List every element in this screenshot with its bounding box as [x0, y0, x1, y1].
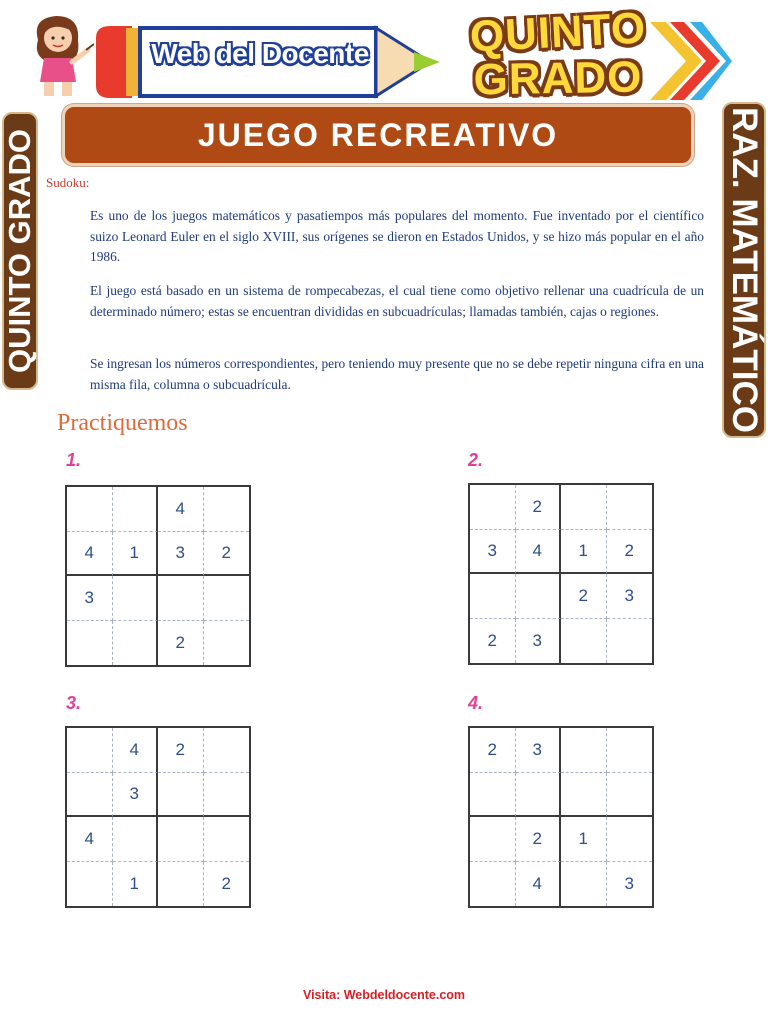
sudoku-cell[interactable] — [158, 773, 204, 818]
sudoku-grid-3 — [65, 726, 251, 908]
side-tab-grade-label: QUINTO GRADO — [2, 129, 37, 373]
sudoku-cell[interactable] — [607, 485, 653, 530]
sudoku-cell[interactable] — [561, 485, 607, 530]
sudoku-cell: 1 — [113, 532, 159, 577]
sudoku-cell[interactable] — [67, 621, 113, 666]
page-title: JUEGO RECREATIVO — [197, 116, 559, 153]
sudoku-cell: 4 — [516, 530, 562, 575]
sudoku-cell[interactable] — [158, 817, 204, 862]
footer-link[interactable]: Visita: Webdeldocente.com — [302, 988, 466, 1002]
puzzle-number-1: 1. — [66, 450, 82, 470]
sudoku-cell: 2 — [516, 485, 562, 530]
sudoku-cell[interactable] — [561, 862, 607, 907]
sudoku-cell: 3 — [516, 728, 562, 773]
sudoku-cell[interactable] — [607, 619, 653, 664]
sudoku-cell: 2 — [221, 873, 231, 893]
sudoku-cell[interactable] — [561, 619, 607, 664]
sudoku-cell[interactable] — [204, 728, 250, 773]
sudoku-cell[interactable] — [470, 862, 516, 907]
title-banner — [62, 104, 694, 166]
sudoku-cell: 2 — [516, 817, 562, 862]
sudoku-cell[interactable] — [516, 574, 562, 619]
sudoku-label: Sudoku: — [46, 175, 90, 190]
sudoku-cell[interactable] — [158, 576, 204, 621]
sudoku-cell: 3 — [113, 773, 159, 818]
sudoku-cell: 2 — [158, 621, 204, 666]
sudoku-grid-2 — [468, 483, 654, 665]
sudoku-cell: 2 — [470, 728, 516, 773]
sudoku-cell: 4 — [67, 817, 113, 862]
sudoku-cell: 3 — [67, 576, 113, 621]
side-tab-subject — [722, 102, 766, 438]
sudoku-cell[interactable] — [204, 576, 250, 621]
sudoku-cell: 4 — [516, 862, 562, 907]
sudoku-cell[interactable] — [470, 817, 516, 862]
sudoku-cell: 2 — [158, 728, 204, 773]
sudoku-grid-4 — [468, 726, 654, 908]
grade-title-line2: GRADO — [473, 52, 643, 105]
sudoku-cell[interactable] — [204, 621, 250, 666]
puzzle-number-2: 2. — [468, 450, 484, 470]
intro-paragraph-1: Es uno de los juegos matemáticos y pasatiempos más populares del momento. Fue inventado por el científico suizo Leonard Euler en el siglo XVIII, sus orígenes se dieron en Estados Unidos, y se hizo más popular en el año 1986. — [90, 208, 704, 264]
side-tab-grade — [2, 112, 38, 390]
sudoku-cell: 1 — [113, 862, 159, 907]
sudoku-cell[interactable] — [204, 773, 250, 818]
sudoku-cell[interactable] — [204, 487, 250, 532]
sudoku-cell[interactable] — [113, 621, 159, 666]
sudoku-cell: 4 — [158, 487, 204, 532]
sudoku-cell: 3 — [516, 619, 562, 664]
sudoku-cell[interactable] — [113, 576, 159, 621]
sudoku-cell[interactable] — [516, 773, 562, 818]
sudoku-cell[interactable] — [561, 728, 607, 773]
sudoku-cell[interactable] — [67, 773, 113, 818]
intro-paragraph-2: El juego está basado en un sistema de rompecabezas, el cual tiene como objetivo rellenar una cuadrícula de un determinado número; estas se encuentran divididas en subcuadrículas; llamadas también, cajas o regiones. — [90, 283, 704, 319]
practice-heading: Practiquemos — [57, 410, 188, 436]
sudoku-cell: 3 — [158, 532, 204, 577]
sudoku-cell: 2 — [204, 532, 250, 577]
teacher-illustration — [22, 10, 94, 100]
sudoku-cell: 4 — [113, 728, 159, 773]
sudoku-cell[interactable] — [607, 773, 653, 818]
sudoku-cell: 4 — [67, 532, 113, 577]
sudoku-cell[interactable] — [470, 773, 516, 818]
sudoku-cell[interactable] — [67, 487, 113, 532]
sudoku-cell: 1 — [561, 817, 607, 862]
sudoku-cell[interactable] — [113, 817, 159, 862]
sudoku-cell: 1 — [561, 530, 607, 575]
sudoku-cell[interactable] — [470, 574, 516, 619]
side-tab-subject-label: RAZ. MATEMÁTICO — [725, 107, 764, 433]
sudoku-cell[interactable] — [67, 728, 113, 773]
sudoku-cell[interactable] — [607, 817, 653, 862]
puzzle-number-3: 3. — [66, 693, 82, 713]
grade-title-line1: QUINTO — [468, 3, 648, 62]
logo-text: Web del Docente — [151, 38, 369, 69]
sudoku-cell[interactable] — [561, 773, 607, 818]
intro-paragraph-3: Se ingresan los números correspondientes, pero teniendo muy presente que no se debe repetir ninguna cifra en una misma fila, columna o subcuadrícula. — [90, 356, 704, 392]
sudoku-cell: 2 — [470, 619, 516, 664]
sudoku-cell[interactable] — [67, 862, 113, 907]
sudoku-cell: 2 — [561, 574, 607, 619]
sudoku-cell[interactable] — [607, 728, 653, 773]
sudoku-cell: 3 — [470, 530, 516, 575]
sudoku-cell: 2 — [607, 530, 653, 575]
sudoku-cell[interactable] — [113, 487, 159, 532]
sudoku-cell: 3 — [624, 873, 634, 893]
puzzle-number-4: 4. — [468, 693, 484, 713]
sudoku-cell[interactable] — [158, 862, 204, 907]
sudoku-cell: 3 — [607, 574, 653, 619]
sudoku-cell[interactable] — [204, 817, 250, 862]
sudoku-cell[interactable] — [470, 485, 516, 530]
sudoku-grid-1 — [65, 485, 251, 667]
